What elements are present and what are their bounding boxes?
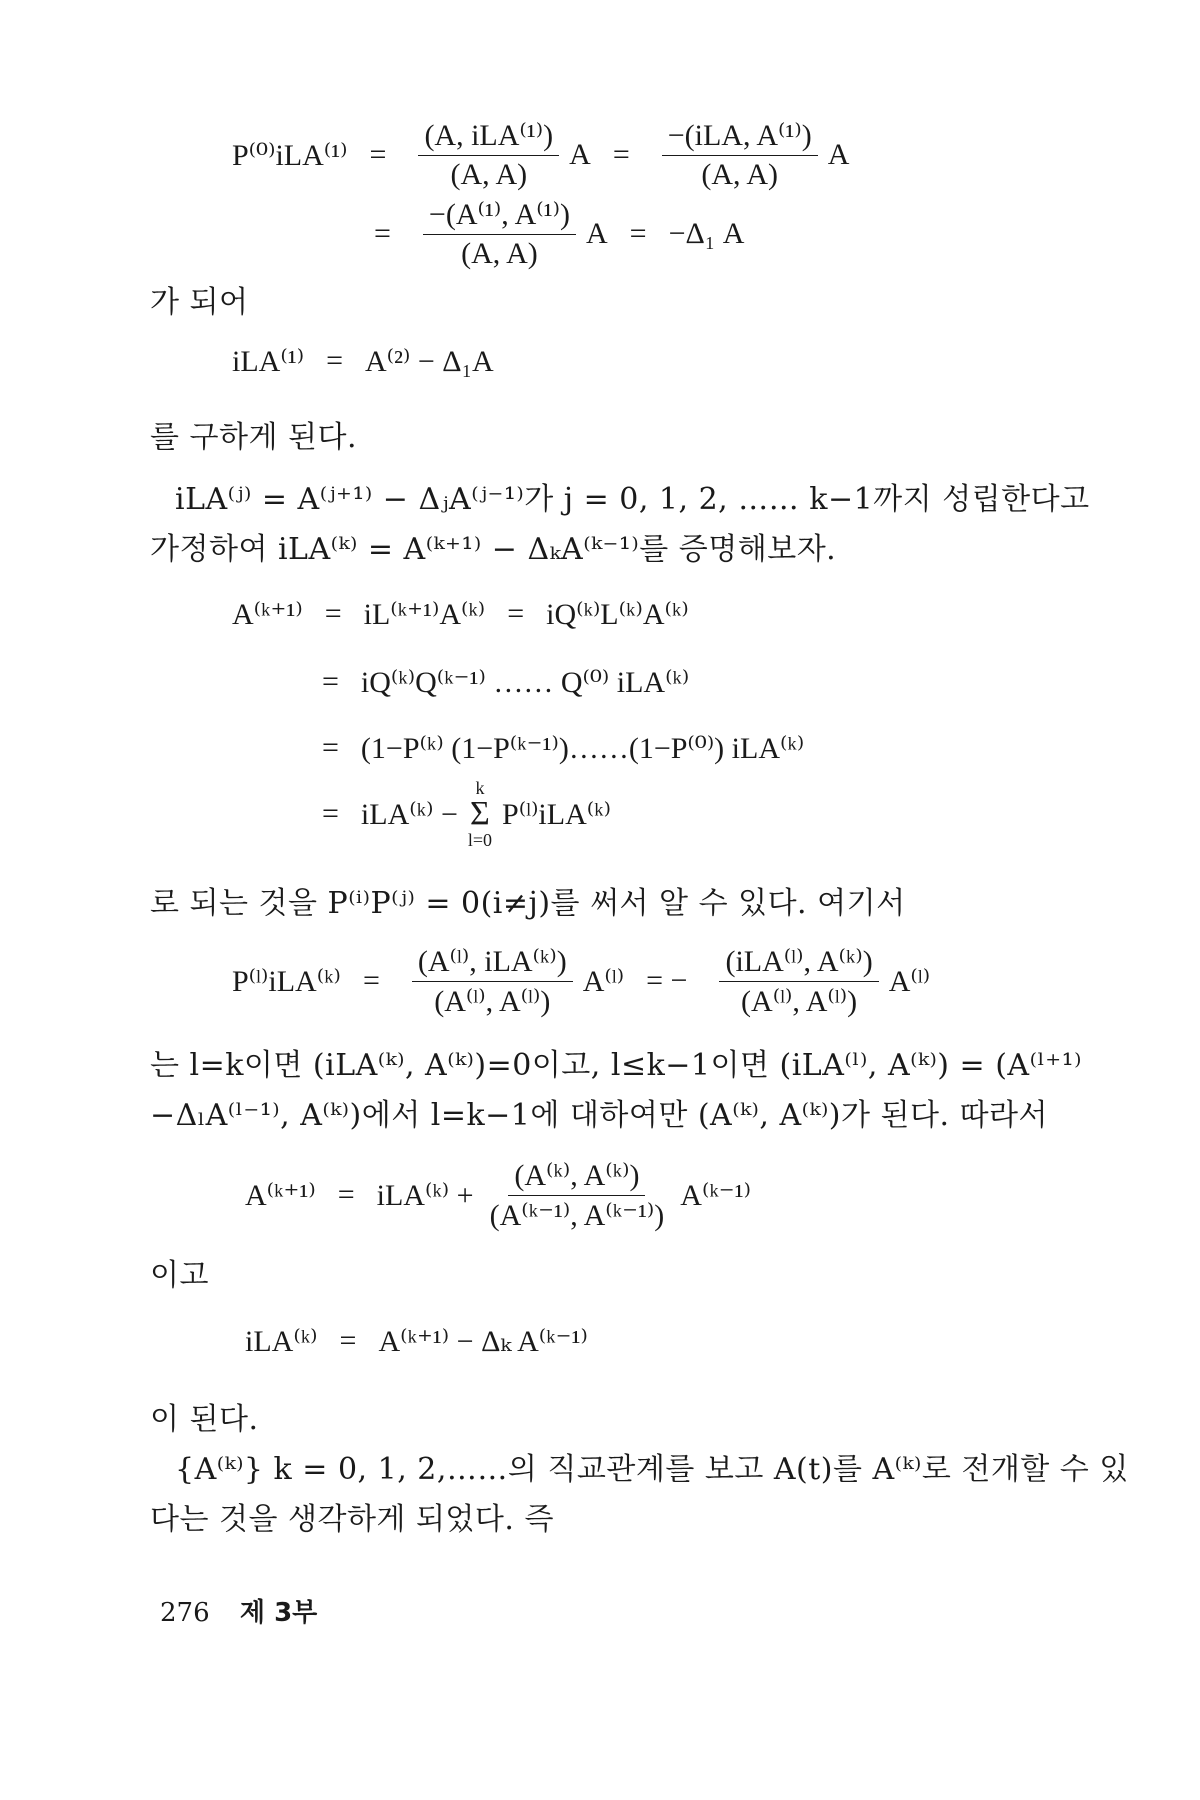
paragraph-line: {A⁽ᵏ⁾} k = 0, 1, 2,……의 직교관계를 보고 A(t)를 A⁽ᵏ⁾로 전개할 수 있: [175, 1452, 1129, 1487]
equals-sign: =: [322, 731, 339, 764]
equation-3-line-3: [300, 728, 804, 768]
numerator: (A, iLA⁽¹⁾): [418, 118, 559, 156]
part-title: 제 3부: [239, 1598, 318, 1628]
eq1-line2-tail: −Δ₁ A: [668, 217, 745, 250]
eq5-mid: iLA⁽ᵏ⁾ +: [376, 1178, 474, 1212]
fraction: [484, 1158, 671, 1233]
eq1-line2-mid: A: [585, 217, 608, 250]
equation-6: [245, 1320, 588, 1362]
sum-lower-limit: l=0: [467, 830, 493, 850]
eq1-tail: A: [827, 138, 850, 171]
equation-5: [245, 1150, 751, 1240]
eq4-mid: A⁽ˡ⁾: [582, 964, 625, 998]
paragraph-line: iLA⁽ʲ⁾ = A⁽ʲ⁺¹⁾ − ΔⱼA⁽ʲ⁻¹⁾가 j = 0, 1, 2, …… k−1까지 성립한다고: [175, 482, 1090, 517]
numerator: (iLA⁽ˡ⁾, A⁽ᵏ⁾): [719, 944, 878, 982]
fraction: [423, 197, 576, 271]
fraction: [412, 944, 573, 1019]
numerator: (A⁽ᵏ⁾, A⁽ᵏ⁾): [508, 1158, 645, 1196]
eq2-lhs: iLA⁽¹⁾: [232, 344, 305, 378]
paragraph-text: 가 되어: [150, 285, 249, 320]
summation: [468, 778, 492, 850]
equation-2: [232, 340, 494, 382]
equals-sign: =: [362, 964, 380, 997]
paragraph-line: −ΔₗA⁽ˡ⁻¹⁾, A⁽ᵏ⁾)에서 l=k−1에 대하여만 (A⁽ᵏ⁾, A⁽ᵏ⁾)가 된다. 따라서: [150, 1098, 1049, 1133]
eq2-rhs: A⁽²⁾ − Δ₁A: [364, 344, 494, 378]
equation-3-line-1: [232, 594, 689, 634]
eq4-tail: A⁽ˡ⁾: [888, 964, 931, 998]
paragraph-text: 이고: [150, 1258, 209, 1293]
paragraph-line: 다는 것을 생각하게 되었다. 즉: [150, 1502, 554, 1537]
numerator: (A⁽ˡ⁾, iLA⁽ᵏ⁾): [412, 944, 573, 982]
fraction: [418, 118, 559, 192]
equals-sign: =: [322, 797, 339, 830]
denominator: (A, A): [701, 158, 779, 191]
fraction: [662, 118, 818, 192]
paragraph-line: 가정하여 iLA⁽ᵏ⁾ = A⁽ᵏ⁺¹⁾ − ΔₖA⁽ᵏ⁻¹⁾를 증명해보자.: [150, 532, 837, 567]
numerator: −(A⁽¹⁾, A⁽¹⁾): [423, 197, 576, 235]
equals-minus-sign: = −: [646, 964, 688, 997]
eq3-line4-before: iLA⁽ᵏ⁾ −: [360, 797, 458, 831]
equals-sign: =: [612, 138, 630, 171]
sum-upper-limit: k: [475, 778, 485, 798]
equals-sign: =: [629, 217, 647, 250]
equals-sign: =: [369, 138, 387, 171]
eq5-tail: A⁽ᵏ⁻¹⁾: [680, 1178, 751, 1212]
paragraph-text: 로 되는 것을 P⁽ⁱ⁾P⁽ʲ⁾ = 0(i≠j)를 써서 알 수 있다. 여기서: [150, 886, 906, 921]
equals-sign: =: [337, 1178, 355, 1211]
eq3-tail: iQ⁽ᵏ⁾L⁽ᵏ⁾A⁽ᵏ⁾: [546, 597, 689, 631]
equals-sign: =: [324, 597, 342, 630]
eq1-mid: A: [569, 138, 591, 171]
paragraph-text: 이 된다.: [150, 1402, 259, 1437]
paragraph-text: 를 구하게 된다.: [150, 420, 357, 455]
equation-3-line-4: [300, 772, 611, 856]
equals-sign: =: [326, 344, 343, 377]
eq6-lhs: iLA⁽ᵏ⁾: [245, 1324, 318, 1358]
equals-sign: =: [339, 1324, 357, 1357]
eq5-lhs: A⁽ᵏ⁺¹⁾: [245, 1178, 316, 1212]
eq6-rhs: A⁽ᵏ⁺¹⁾ − Δₖ A⁽ᵏ⁻¹⁾: [378, 1324, 588, 1358]
eq3-line2-rhs: iQ⁽ᵏ⁾Q⁽ᵏ⁻¹⁾ …… Q⁽⁰⁾ iLA⁽ᵏ⁾: [360, 665, 690, 699]
eq3-line4-after: P⁽ˡ⁾iLA⁽ᵏ⁾: [502, 797, 611, 831]
equation-1-line-1: [232, 110, 849, 200]
eq1-lhs: P⁽⁰⁾iLA⁽¹⁾: [232, 138, 348, 172]
eq3-line3-rhs: (1−P⁽ᵏ⁾ (1−P⁽ᵏ⁻¹⁾)……(1−P⁽⁰⁾) iLA⁽ᵏ⁾: [360, 731, 805, 765]
equation-3-line-2: [300, 662, 689, 702]
sigma-symbol: Σ: [470, 795, 490, 832]
equals-sign: =: [507, 597, 525, 630]
paragraph-line: 는 l=k이면 (iLA⁽ᵏ⁾, A⁽ᵏ⁾)=0이고, l≤k−1이면 (iLA⁽ˡ⁾, A⁽ᵏ⁾) = (A⁽ˡ⁺¹⁾: [150, 1048, 1082, 1083]
page-footer: [160, 1592, 317, 1629]
equation-4: [232, 936, 930, 1026]
equals-sign: =: [322, 665, 339, 698]
equals-sign: =: [374, 217, 391, 250]
eq3-lhs: A⁽ᵏ⁺¹⁾: [232, 597, 303, 631]
page-number: 276: [160, 1598, 210, 1628]
denominator: (A⁽ˡ⁾, A⁽ˡ⁾): [741, 984, 858, 1018]
denominator: (A⁽ᵏ⁻¹⁾, A⁽ᵏ⁻¹⁾): [489, 1198, 665, 1232]
equation-1-line-2: [352, 192, 744, 276]
denominator: (A⁽ˡ⁾, A⁽ˡ⁾): [434, 984, 551, 1018]
denominator: (A, A): [461, 237, 538, 270]
numerator: −(iLA, A⁽¹⁾): [662, 118, 818, 156]
denominator: (A, A): [450, 158, 528, 191]
eq3-mid: iL⁽ᵏ⁺¹⁾A⁽ᵏ⁾: [363, 597, 486, 631]
eq4-lhs: P⁽ˡ⁾iLA⁽ᵏ⁾: [232, 964, 341, 998]
fraction: [719, 944, 878, 1019]
